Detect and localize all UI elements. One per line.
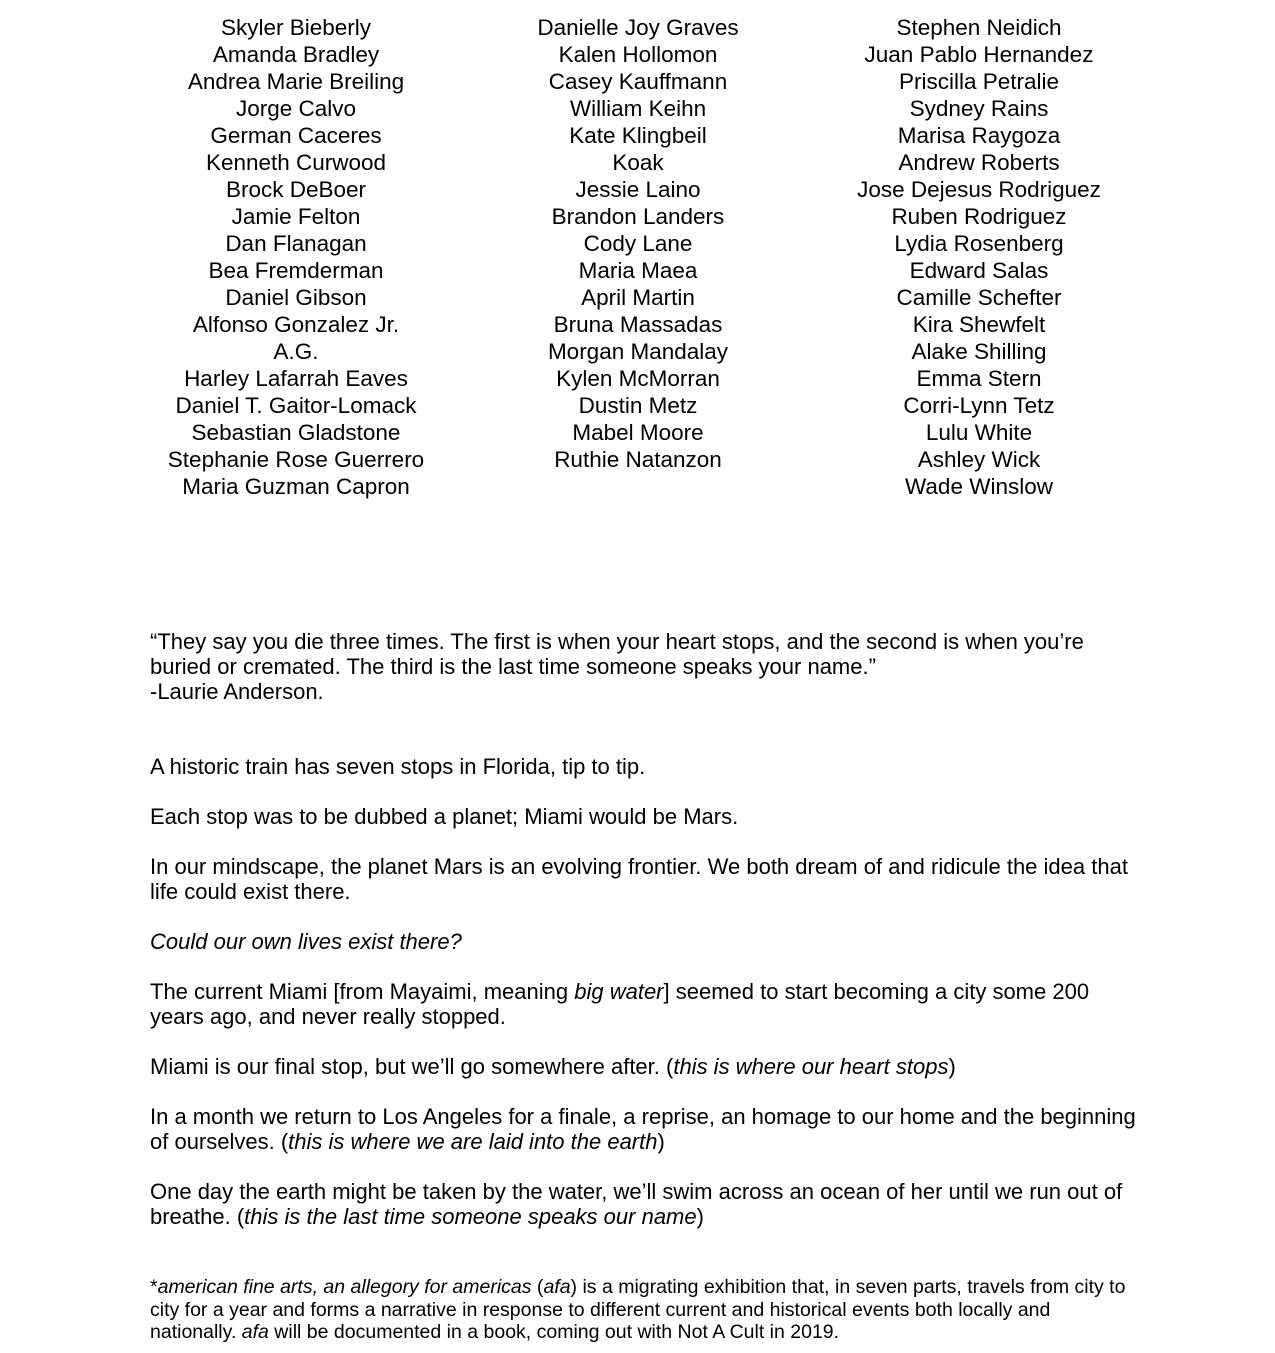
- name-entry: Jose Dejesus Rodriguez: [857, 177, 1101, 202]
- name-entry: Sydney Rains: [909, 96, 1049, 121]
- paragraph-6: [150, 1054, 1140, 1079]
- name-entry: Stephanie Rose Guerrero: [167, 447, 425, 472]
- name-entry: Andrea Marie Breiling: [187, 69, 405, 94]
- name-entry: Danielle Joy Graves: [537, 15, 739, 40]
- name-entry: Juan Pablo Hernandez: [864, 42, 1094, 67]
- name-entry: Ruthie Natanzon: [554, 447, 722, 472]
- paragraph-5-b: ] seemed to start becoming a city some 200 years ago, and never really stopped.: [150, 979, 1090, 1029]
- name-entry: A.G.: [273, 339, 319, 364]
- paragraph-8-italic: this is the last time someone speaks our name: [244, 1204, 697, 1229]
- epigraph-quote: [150, 629, 1140, 704]
- footnote-abbr: afa: [543, 1276, 571, 1298]
- paragraph-4-italic: Could our own lives exist there?: [150, 929, 462, 954]
- name-entry: Wade Winslow: [905, 474, 1053, 499]
- name-entry: Bea Fremderman: [208, 258, 384, 283]
- name-entry: Morgan Mandalay: [547, 339, 729, 364]
- statement-body: [150, 754, 1140, 1254]
- names-column-2: [488, 14, 788, 473]
- name-entry: Cody Lane: [583, 231, 693, 256]
- paragraph-6-italic: this is where our heart stops: [673, 1054, 949, 1079]
- name-entry: Daniel Gibson: [225, 285, 367, 310]
- name-entry: Skyler Bieberly: [220, 15, 372, 40]
- name-entry: Edward Salas: [909, 258, 1049, 283]
- quote-text: “They say you die three times. The first is when your heart stops, and the second is when you’re buried or cremated. The third is the last time someone speaks your name.”: [150, 629, 1084, 679]
- name-entry: Lydia Rosenberg: [894, 231, 1064, 256]
- name-entry: Maria Maea: [578, 258, 698, 283]
- paragraph-6-b: ): [948, 1054, 956, 1079]
- names-column-1: [146, 14, 446, 500]
- name-entry: Corri-Lynn Tetz: [903, 393, 1055, 418]
- name-entry: Dan Flanagan: [225, 231, 367, 256]
- name-entry: Jorge Calvo: [235, 96, 357, 121]
- name-entry: Koak: [612, 150, 664, 175]
- footnote-asterisk: *: [150, 1276, 158, 1298]
- name-entry: Dustin Metz: [578, 393, 698, 418]
- name-entry: Brock DeBoer: [225, 177, 367, 202]
- footnote-text-a: ) is a migrating exhibition that, in seven parts, travels from city to city for a year and forms a narrative in response to different current and historical events both locally and nationally.: [150, 1276, 1126, 1343]
- footnote-text-b: will be documented in a book, coming out with Not A Cult in 2019.: [268, 1321, 840, 1343]
- name-entry: Bruna Massadas: [553, 312, 723, 337]
- name-entry: Lulu White: [925, 420, 1033, 445]
- footnote-title: american fine arts, an allegory for americas: [157, 1276, 532, 1298]
- name-entry: Priscilla Petralie: [898, 69, 1060, 94]
- name-entry: Ruben Rodriguez: [891, 204, 1067, 229]
- name-entry: April Martin: [581, 285, 695, 310]
- name-entry: Kenneth Curwood: [205, 150, 387, 175]
- name-entry: Casey Kauffmann: [548, 69, 728, 94]
- name-entry: Amanda Bradley: [212, 42, 380, 67]
- paragraph-5: [150, 979, 1140, 1029]
- name-entry: German Caceres: [210, 123, 382, 148]
- paragraph-7: [150, 1104, 1140, 1154]
- paragraph-7-italic: this is where we are laid into the earth: [288, 1129, 658, 1154]
- paragraph-7-a: In a month we return to Los Angeles for a finale, a reprise, an homage to our home and the beginning of ourselves. (: [150, 1104, 1136, 1154]
- name-entry: Kate Klingbeil: [569, 123, 707, 148]
- paragraph-1: A historic train has seven stops in Florida, tip to tip.: [150, 754, 646, 779]
- paragraph-8-b: ): [696, 1204, 704, 1229]
- name-entry: Alfonso Gonzalez Jr.: [192, 312, 400, 337]
- footnote-paren: (: [531, 1276, 544, 1298]
- paragraph-8-a: One day the earth might be taken by the water, we’ll swim across an ocean of her until we run out of breathe. (: [150, 1179, 1123, 1229]
- name-entry: Kira Shewfelt: [912, 312, 1046, 337]
- name-entry: Emma Stern: [916, 366, 1042, 391]
- name-entry: Brandon Landers: [551, 204, 725, 229]
- paragraph-2: Each stop was to be dubbed a planet; Miami would be Mars.: [150, 804, 739, 829]
- footnote-abbr-2: afa: [241, 1321, 269, 1343]
- name-entry: Ashley Wick: [917, 447, 1041, 472]
- name-entry: Kalen Hollomon: [558, 42, 718, 67]
- name-entry: Kylen McMorran: [556, 366, 720, 391]
- name-entry: Maria Guzman Capron: [182, 474, 410, 499]
- paragraph-8: [150, 1179, 1140, 1229]
- name-entry: Camille Schefter: [896, 285, 1062, 310]
- names-column-3: [829, 14, 1129, 500]
- paragraph-4: [150, 929, 1140, 954]
- paragraph-3: In our mindscape, the planet Mars is an evolving frontier. We both dream of and ridicule the idea that life could exist there.: [150, 854, 1128, 904]
- name-entry: Andrew Roberts: [898, 150, 1060, 175]
- name-entry: Stephen Neidich: [896, 15, 1062, 40]
- name-entry: Jamie Felton: [231, 204, 361, 229]
- paragraph-7-b: ): [657, 1129, 665, 1154]
- name-entry: Mabel Moore: [572, 420, 704, 445]
- name-entry: Jessie Laino: [575, 177, 701, 202]
- name-entry: Daniel T. Gaitor-Lomack: [175, 393, 417, 418]
- footnote: [150, 1276, 1140, 1344]
- name-entry: Sebastian Gladstone: [191, 420, 401, 445]
- name-entry: Alake Shilling: [911, 339, 1047, 364]
- paragraph-5-a: The current Miami [from Mayaimi, meaning: [150, 979, 575, 1004]
- name-entry: Harley Lafarrah Eaves: [184, 366, 408, 391]
- quote-attribution: -Laurie Anderson.: [150, 679, 324, 704]
- paragraph-6-a: Miami is our final stop, but we’ll go somewhere after. (: [150, 1054, 674, 1079]
- paragraph-5-italic: big water: [574, 979, 664, 1004]
- name-entry: Marisa Raygoza: [897, 123, 1061, 148]
- name-entry: William Keihn: [569, 96, 707, 121]
